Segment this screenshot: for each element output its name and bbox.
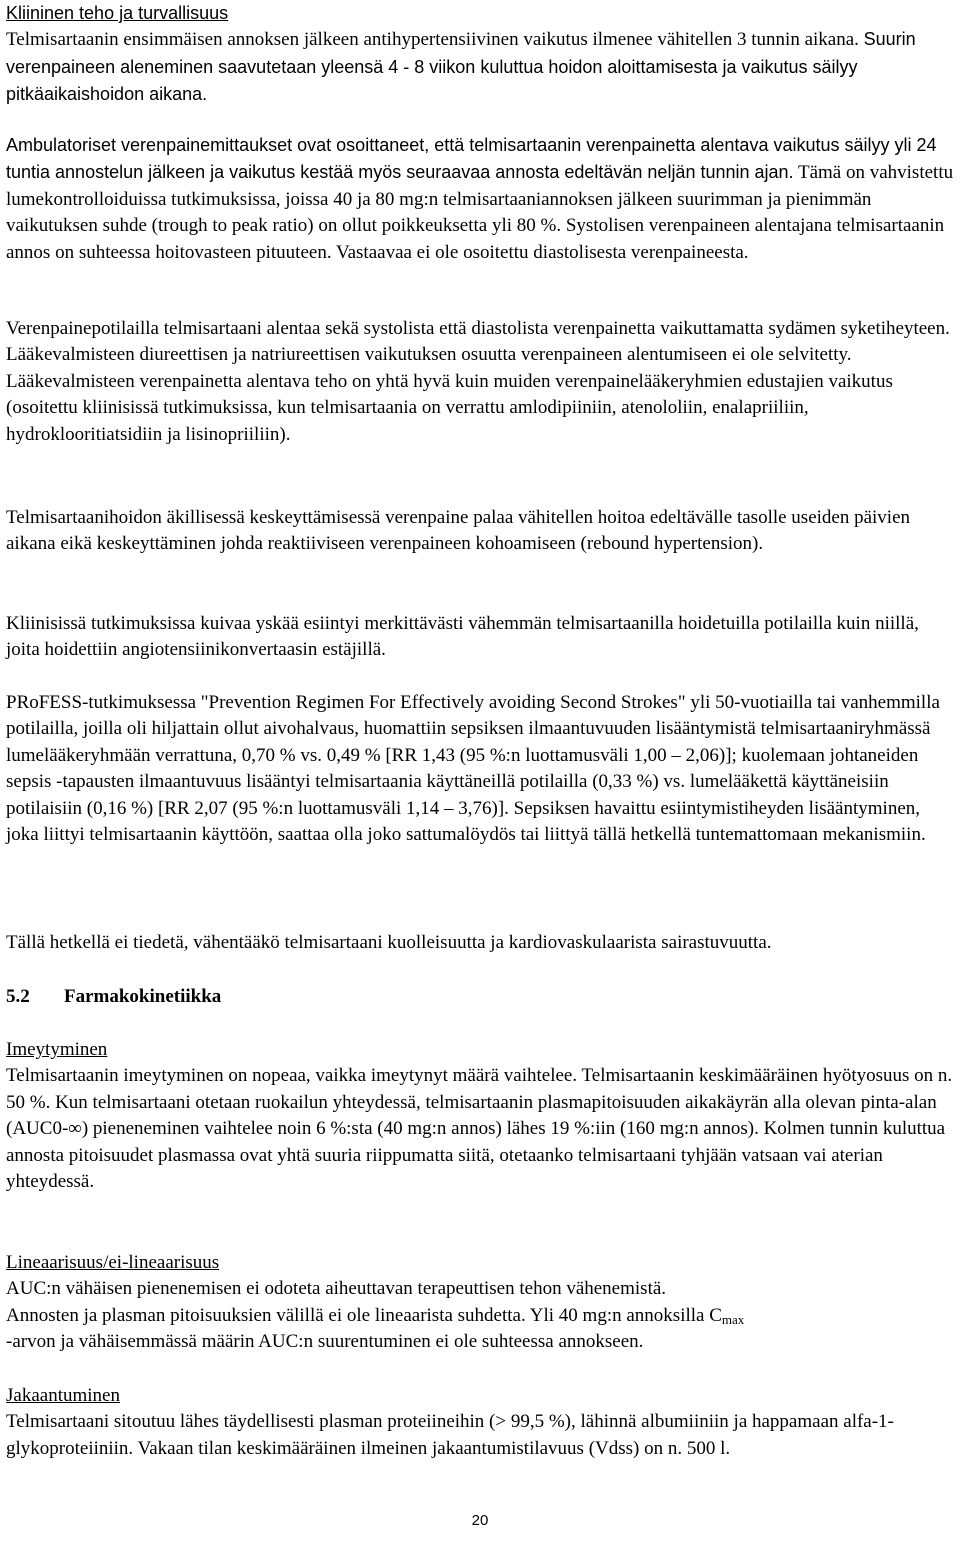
linearity-block (6, 1250, 954, 1356)
absorption-block (6, 1037, 954, 1195)
linearity-line-1: AUC:n vähäisen pienenemisen ei odoteta aiheuttavan terapeuttisen tehon vähenemistä. (6, 1278, 667, 1300)
clinical-paragraph-6: PRoFESS-tutkimuksessa "Prevention Regimen For Effectively avoiding Second Strokes" yli 50-vuotiailla tai vanhemmilla potilailla, joilla oli hiljattain ollut aivohalvaus, huomattiin sepsiksen ilmaantuvuuden lisääntymistä telmisartaaniryhmässä lumelääkeryhmään verrattuna, 0,70 % vs. 0,49 % [RR 1,43 (95 %:n luottamusväli 1,00 – 2,06)]; kuolemaan johtaneiden sepsis -tapausten ilmaantuvuus lisääntyi telmisartaania käyttäneillä potilailla (0,33 %) vs. lumelääkettä käyttäneisiin potilaisiin (0,16 %) [RR 2,07 (95 %:n luottamusväli 1,14 – 3,76)]. Sepsiksen havaittu esiintymistiheyden lisääntyminen, joka liittyi telmisartaanin käyttöön, saattaa olla joko sattumalöydös tai liittyä tällä hetkellä tuntemattomaan mekanismiin. (6, 692, 940, 846)
section-number: 5.2 (6, 986, 30, 1007)
linearity-title: Lineaarisuus/ei-lineaarisuus (6, 1252, 220, 1273)
cmax-subscript: max (721, 1311, 745, 1327)
linearity-line-3: -arvon ja vähäisemmässä määrin AUC:n suurentuminen ei ole suhteessa annokseen. (6, 1331, 644, 1353)
clinical-paragraph-2 (6, 132, 954, 266)
clinical-paragraph-1-part-b: Suurin verenpaineen aleneminen saavutetaan yleensä 4 - 8 viikon kuluttua hoidon aloittamisesta ja vaikutus säilyy pitkäaikaishoidon aikana. (6, 29, 916, 105)
absorption-text (6, 1063, 954, 1195)
clinical-title: Kliininen teho ja turvallisuus (6, 3, 229, 23)
clinical-paragraph-2-part-a: Ambulatoriset verenpainemittaukset ovat osoittaneet, että telmisartaanin verenpainetta alentava vaikutus säilyy yli 24 tuntia annostelun jälkeen ja vaikutus kestää myös seuraavaa annosta edeltävän neljän tunnin ajan. (6, 135, 937, 183)
distribution-title: Jakaantuminen (6, 1385, 120, 1406)
section-heading (6, 984, 954, 1010)
page-number: 20 (471, 1512, 489, 1529)
infinity-symbol: ∞ (68, 1118, 82, 1140)
clinical-paragraph-2-part-b: Tämä on vahvistettu lumekontrolloiduissa tutkimuksissa, joissa 40 ja 80 mg:n telmisartaaniannoksen jälkeen suurimman ja pienimmän vaikutuksen suhde (trough to peak ratio) on ollut poikkeuksetta yli 80 %. Systolisen verenpaineen alentajana telmisartaanin annos on suhteessa hoitovasteen pituuteen. Vastaavaa ei ole osoitettu diastolisesta verenpaineesta. (6, 162, 954, 263)
section-title: Farmakokinetiikka (64, 986, 222, 1007)
absorption-text-part-a: Telmisartaanin imeytyminen on nopeaa, vaikka imeytynyt määrä vaihtelee. Telmisartaanin keskimääräinen hyötyosuus on n. 50 %. Kun telmisartaani otetaan ruokailun yhteydessä, telmisartaanin plasmapitoisuuden aikakäyrän alla olevan pinta-alan (AUC0- (6, 1065, 953, 1140)
absorption-title: Imeytyminen (6, 1039, 108, 1060)
clinical-paragraph-4: Telmisartaanihoidon äkillisessä keskeyttämisessä verenpaine palaa vähitellen hoitoa edeltävälle tasolle useiden päivien aikana eikä keskeyttäminen johda reaktiiviseen verenpaineen kohoamiseen (rebound hypertension). (6, 507, 911, 555)
clinical-section (6, 0, 954, 109)
clinical-paragraph-1 (6, 26, 954, 108)
linearity-line-2-text: Annosten ja plasman pitoisuuksien välillä ei ole lineaarista suhdetta. Yli 40 mg:n annoksilla C (6, 1304, 722, 1326)
clinical-paragraph-3: Verenpainepotilailla telmisartaani alentaa sekä systolista että diastolista verenpainetta vaikuttamatta sydämen syketiheyteen. Lääkevalmisteen diureettisen ja natriureettisen vaikutuksen osuutta verenpaineen alentumiseen ei ole selvitetty. Lääkevalmisteen verenpainetta alentava teho on yhtä hyvä kuin muiden verenpainelääkeryhmien edustajien vaikutus (osoitettu kliinisissä tutkimuksissa, kun telmisartaania on verrattu amlodipiiniin, atenololiin, enalapriiliin, hydroklooritiatsidiin ja lisinopriiliin). (6, 318, 950, 445)
clinical-paragraph-1-part-a: Telmisartaanin ensimmäisen annoksen jälkeen antihypertensiivinen vaikutus ilmenee vähitellen 3 tunnin aikana. (6, 29, 859, 51)
absorption-text-part-b: ) pieneneminen vaihtelee noin 6 %:sta (40 mg:n annos) lähes 19 %:iin (160 mg:n annos). Kolmen tunnin kuluttua annosta pitoisuudet plasmassa ovat yhtä suuria riippumatta siitä, otetaanko telmisartaani tyhjään vatsaan vai aterian yhteydessä. (6, 1118, 946, 1193)
clinical-paragraph-5: Kliinisissä tutkimuksissa kuivaa yskää esiintyi merkittävästi vähemmän telmisartaanilla hoidetuilla potilailla kuin niillä, joita hoidettiin angiotensiinikonvertaasin estäjillä. (6, 613, 919, 661)
distribution-text: Telmisartaani sitoutuu lähes täydellisesti plasman proteiineihin (> 99,5 %), lähinnä albumiiniin ja happamaan alfa-1-glykoproteiiniin. Vakaan tilan keskimääräinen ilmeinen jakaantumistilavuus (Vdss) on n. 500 l. (6, 1411, 894, 1459)
clinical-paragraph-7: Tällä hetkellä ei tiedetä, vähentääkö telmisartaani kuolleisuutta ja kardiovaskulaarista sairastuvuutta. (6, 932, 772, 953)
distribution-block (6, 1383, 954, 1462)
linearity-line-2 (6, 1303, 954, 1329)
